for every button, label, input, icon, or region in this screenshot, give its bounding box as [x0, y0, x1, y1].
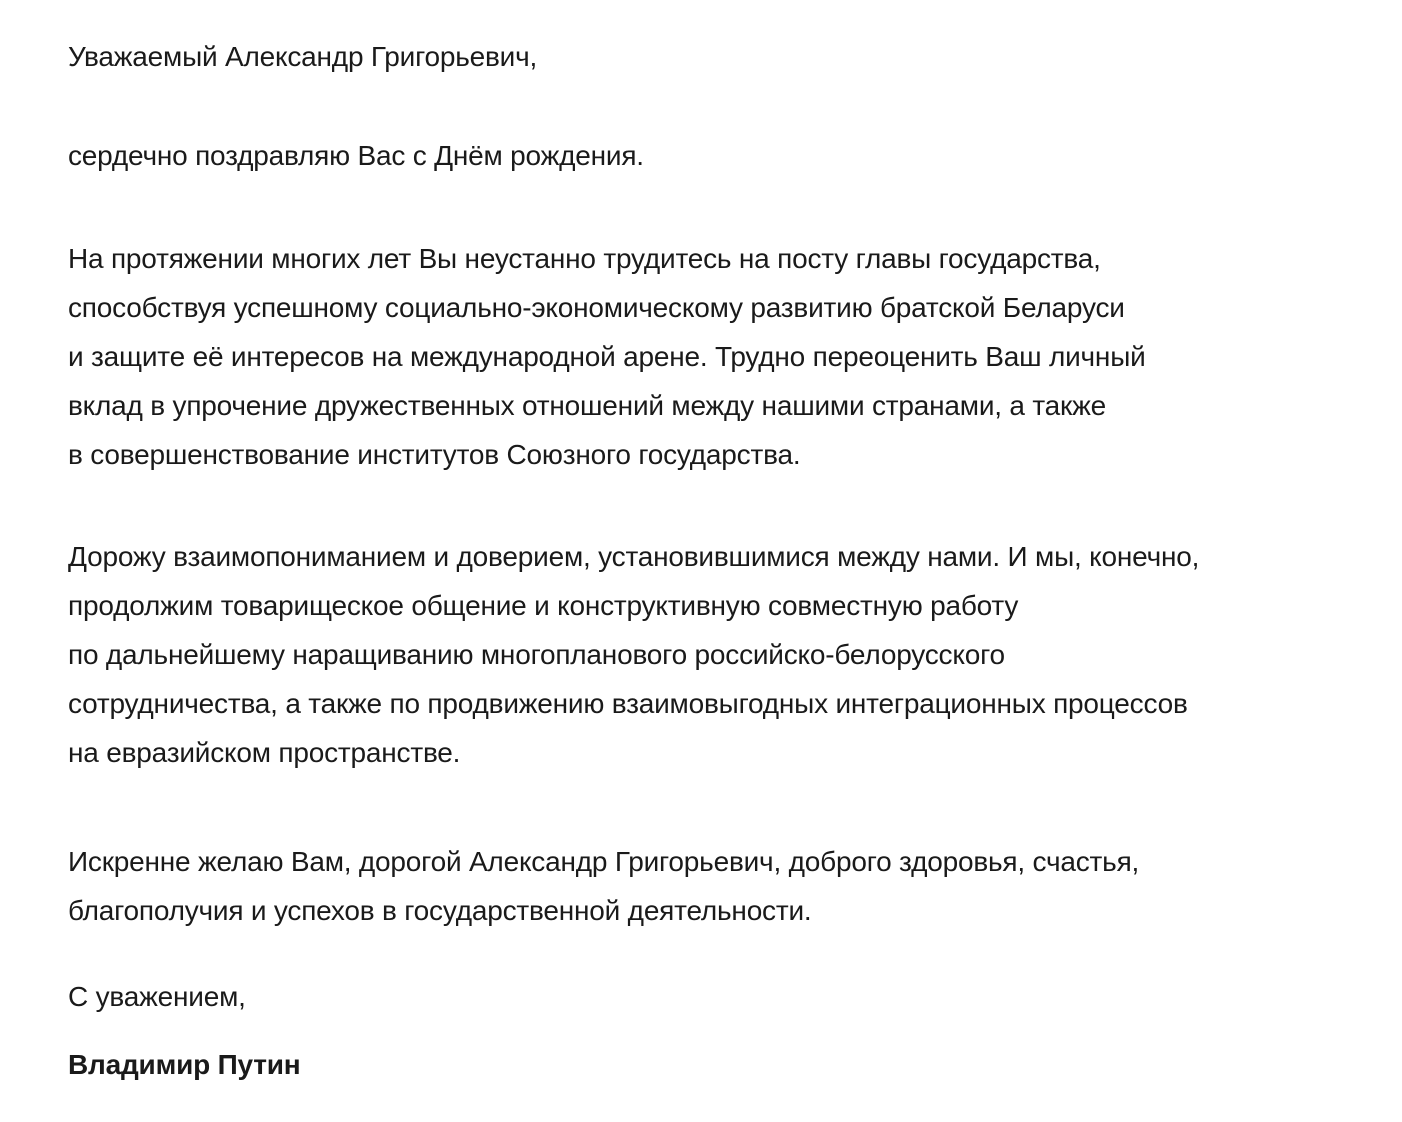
paragraph-line: Искренне желаю Вам, дорогой Александр Григорьевич, доброго здоровья, счастья, [68, 846, 1140, 877]
paragraph-line: продолжим товарищеское общение и конструктивную совместную работу [68, 590, 1019, 621]
paragraph-line: вклад в упрочение дружественных отношений между нашими странами, а также [68, 390, 1107, 421]
paragraph-line: и защите её интересов на международной арене. Трудно переоценить Ваш личный [68, 341, 1146, 372]
signature: Владимир Путин [68, 1049, 301, 1080]
paragraph-line: сотрудничества, а также по продвижению взаимовыгодных интеграционных процессов [68, 688, 1188, 719]
paragraph-line: по дальнейшему наращиванию многопланового российско-белорусского [68, 639, 1005, 670]
paragraph-line: на евразийском пространстве. [68, 737, 461, 768]
paragraph-line: Дорожу взаимопониманием и доверием, установившимися между нами. И мы, конечно, [68, 541, 1200, 572]
paragraph-line: На протяжении многих лет Вы неустанно трудитесь на посту главы государства, [68, 243, 1101, 274]
paragraph-line: в совершенствование институтов Союзного государства. [68, 439, 801, 470]
salutation: Уважаемый Александр Григорьевич, [68, 41, 538, 72]
greeting: сердечно поздравляю Вас с Днём рождения. [68, 140, 644, 171]
paragraph-line: благополучия и успехов в государственной деятельности. [68, 895, 812, 926]
paragraph-line: способствуя успешному социально-экономическому развитию братской Беларуси [68, 292, 1125, 323]
closing: С уважением, [68, 981, 246, 1012]
